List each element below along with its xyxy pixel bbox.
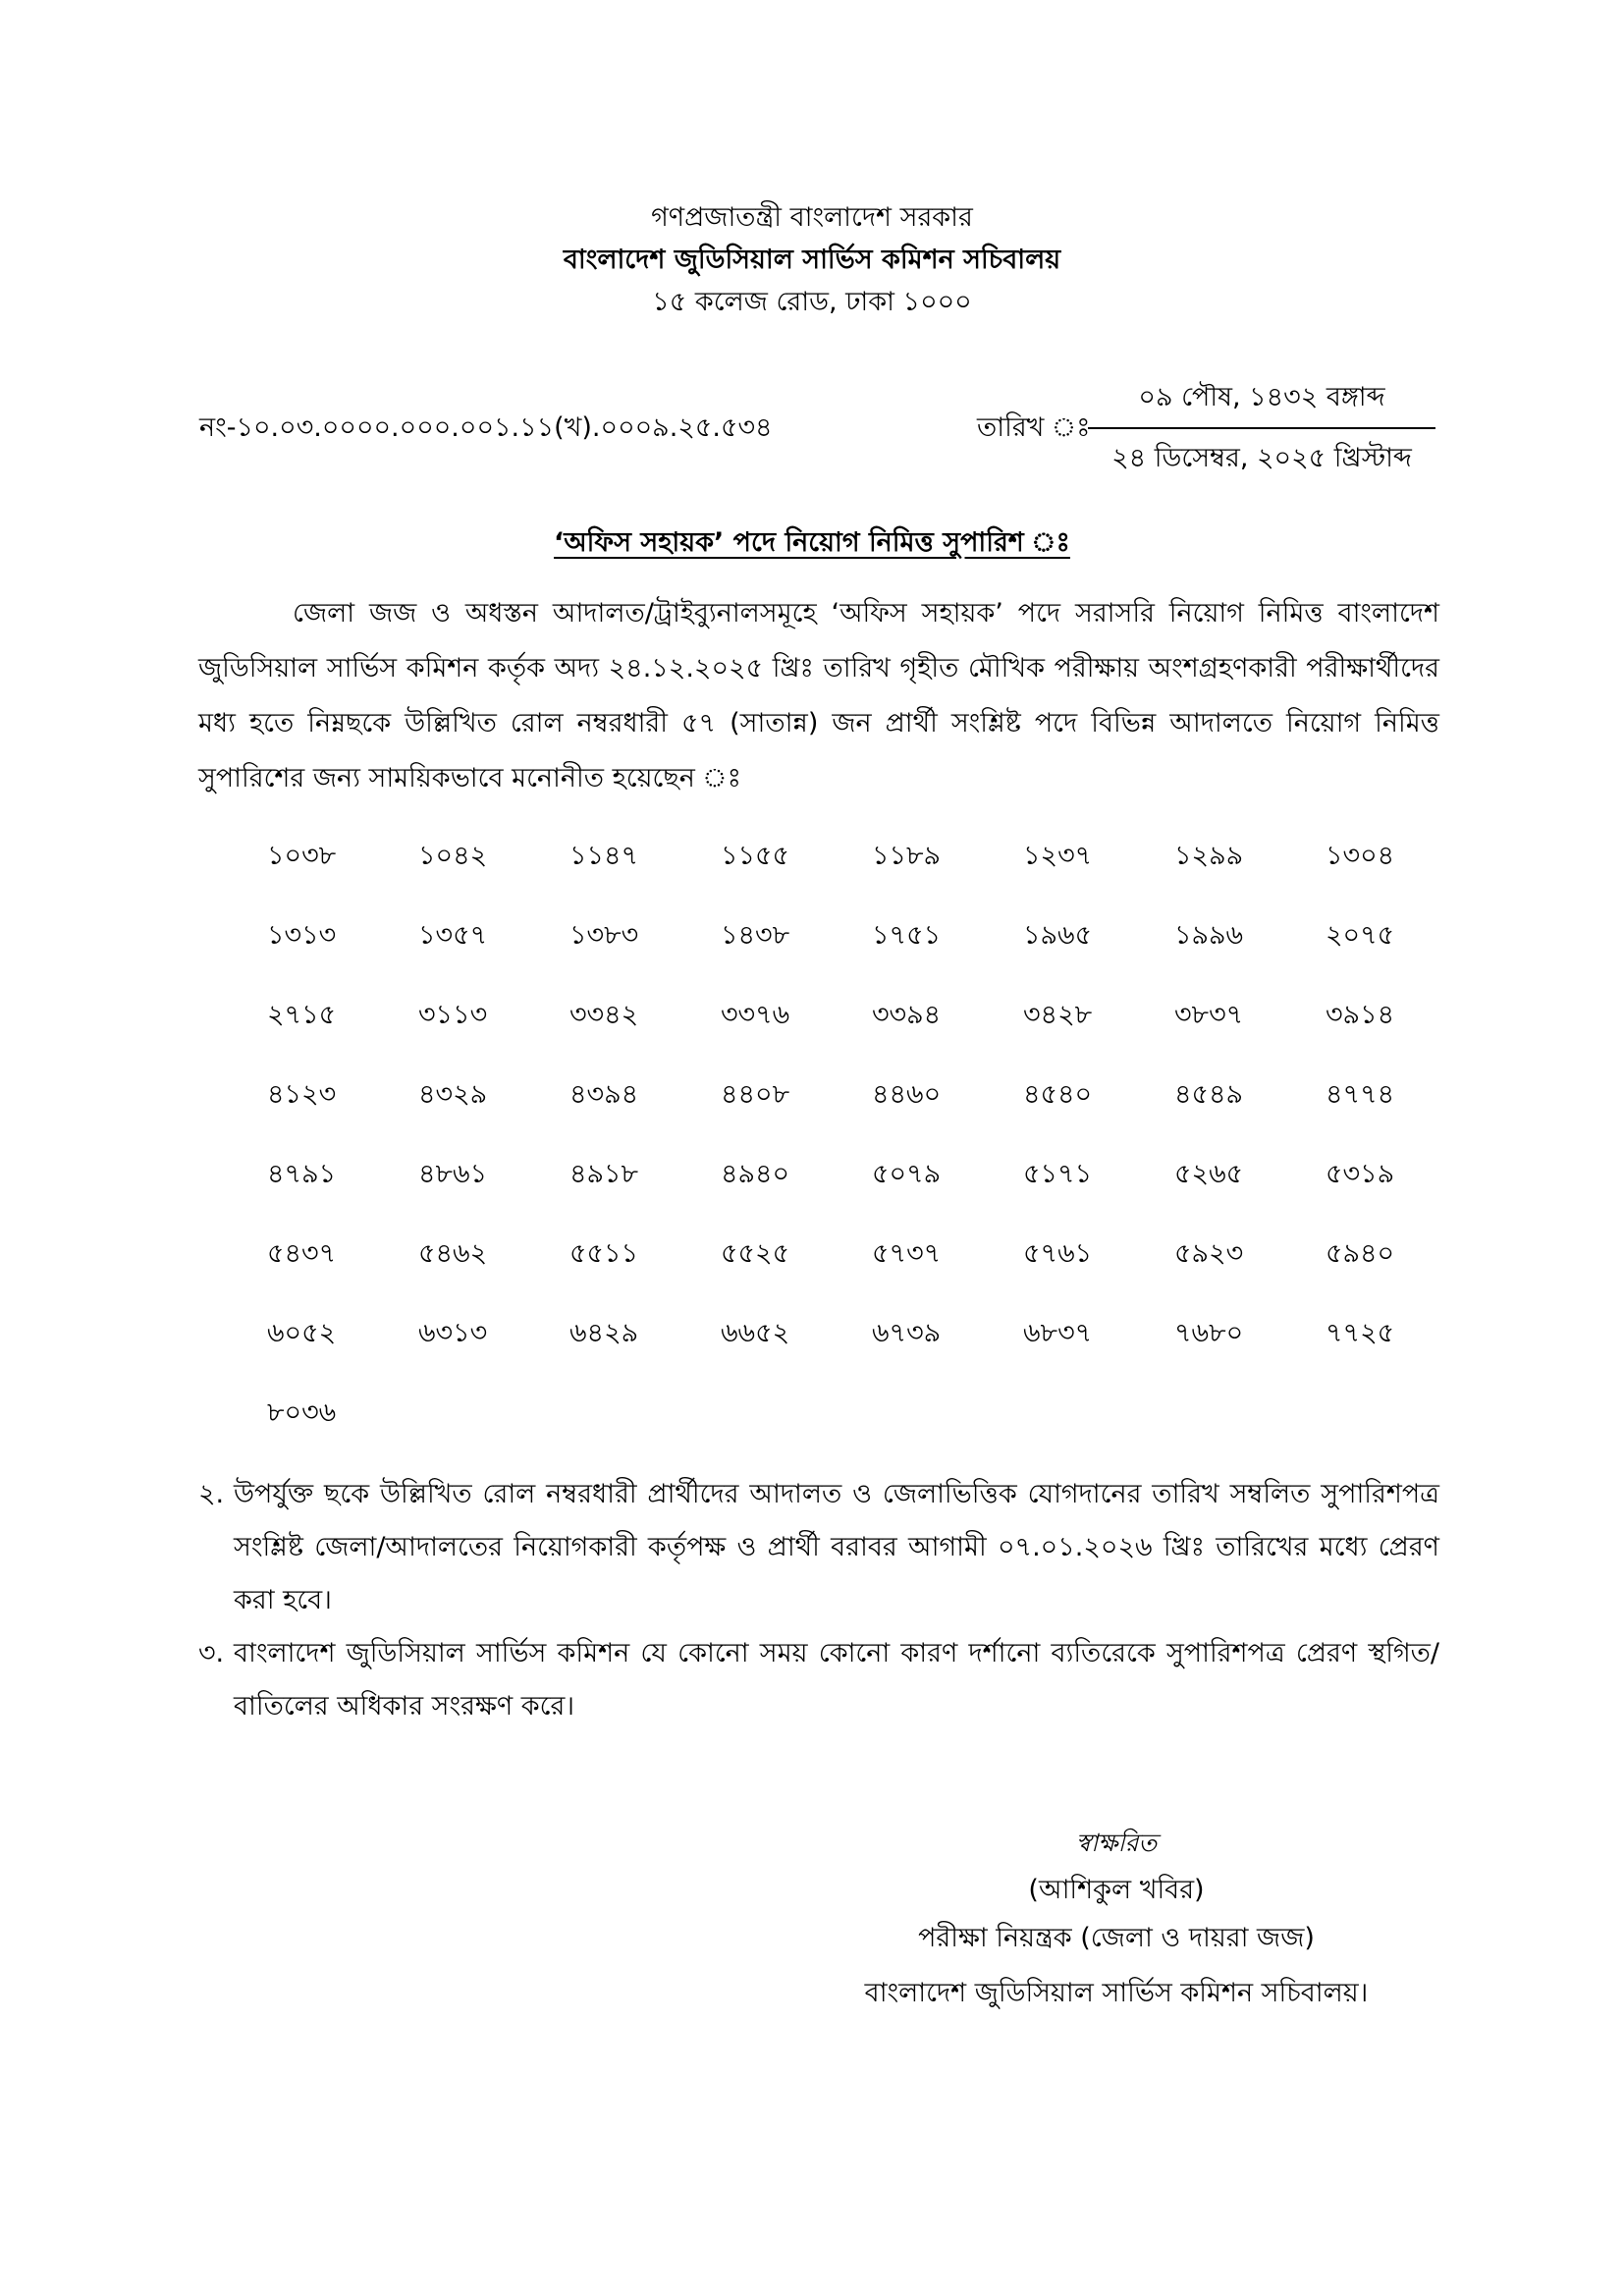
point-number: ৩. xyxy=(198,1638,225,1668)
point-3 xyxy=(198,1627,1439,1733)
body-paragraph: জেলা জজ ও অধস্তন আদালত/ট্রাইব্যুনালসমূহে ‘অফিস সহায়ক’ পদে সরাসরি নিয়োগ নিমিত্ত বাংলাদেশ জুডিসিয়াল সার্ভিস কমিশন কর্তৃক অদ্য ২৪.১২.২০২৫ খ্রিঃ তারিখ গৃহীত মৌখিক পরীক্ষায় অংশগ্রহণকারী পরীক্ষার্থীদের মধ্য হতে নিম্নছকে উল্লিখিত রোল নম্বরধারী ৫৭ (সাতান্ন) জন প্রার্থী সংশ্লিষ্ট পদে বিভিন্ন আদালতে নিয়োগ নিমিত্ত সুপারিশের জন্য সাময়িকভাবে মনোনীত হয়েছেন ঃ xyxy=(198,598,1439,793)
roll-number: ৪৮৬১ xyxy=(418,1159,488,1189)
roll-number: ১৩১৩ xyxy=(267,920,337,951)
subject-text: ‘অফিস সহায়ক’ পদে নিয়োগ নিমিত্ত সুপারিশ ঃ xyxy=(554,527,1070,558)
roll-number: ১৯৬৫ xyxy=(1023,920,1093,951)
roll-number: ৪৩২৯ xyxy=(418,1079,488,1110)
roll-number: ৬৭৩৯ xyxy=(872,1318,942,1348)
roll-number: ১৯৯৬ xyxy=(1174,920,1244,951)
roll-row xyxy=(267,975,1477,1055)
signatory-designation: পরীক্ষা নিয়ন্ত্রক (জেলা ও দায়রা জজ) xyxy=(918,1923,1315,1953)
roll-number: ৫৪৬২ xyxy=(418,1238,488,1269)
roll-number: ৪১২৩ xyxy=(267,1079,337,1110)
roll-number: ৫৭৩৭ xyxy=(872,1238,942,1269)
roll-number: ১২৯৯ xyxy=(1174,841,1244,871)
roll-number: ১১৪৭ xyxy=(569,841,639,871)
roll-number: ৪৩৯৪ xyxy=(569,1079,639,1110)
memo-number: নং-১০.০৩.০০০০.০০০.০০১.১১(খ).০০০৯.২৫.৫৩৪ xyxy=(199,412,773,443)
signatory-name: (আশিকুল খবির) xyxy=(1028,1875,1205,1905)
point-text: উপর্যুক্ত ছকে উল্লিখিত রোল নম্বরধারী প্রার্থীদের আদালত ও জেলাভিত্তিক যোগদানের তারিখ সম্বলিত সুপারিশপত্র সংশ্লিষ্ট জেলা/আদালতের নিয়োগকারী কর্তৃপক্ষ ও প্রার্থী বরাবর আগামী ০৭.০১.২০২৬ খ্রিঃ তারিখের মধ্যে প্রেরণ করা হবে। xyxy=(234,1479,1439,1615)
roll-number: ৪৭৭৪ xyxy=(1326,1079,1395,1110)
date-bangla: ০৯ পৌষ, ১৪৩২ বঙ্গাব্দ xyxy=(1138,382,1385,412)
roll-number: ৩৪২৮ xyxy=(1023,1000,1093,1030)
roll-number: ৫৫২৫ xyxy=(721,1238,790,1269)
roll-number: ১৩০৪ xyxy=(1326,841,1395,871)
roll-row xyxy=(267,816,1477,896)
roll-number: ৩৯১৪ xyxy=(1326,1000,1395,1030)
roll-number: ৩৩৯৪ xyxy=(872,1000,942,1030)
roll-number: ৬৮৩৭ xyxy=(1023,1318,1093,1348)
subject-heading xyxy=(0,523,1624,563)
roll-number: ৫৭৬১ xyxy=(1023,1238,1093,1269)
roll-number: ৬৩১৩ xyxy=(418,1318,488,1348)
roll-number: ৩৮৩৭ xyxy=(1174,1000,1244,1030)
roll-number: ১৪৩৮ xyxy=(721,920,790,951)
roll-number: ১৭৫১ xyxy=(872,920,942,951)
roll-row xyxy=(267,1055,1477,1134)
roll-number: ৫৩১৯ xyxy=(1326,1159,1395,1189)
roll-number: ৮০৩৬ xyxy=(267,1397,337,1428)
date-gregorian: ২৪ ডিসেম্বর, ২০২৫ খ্রিস্টাব্দ xyxy=(1111,443,1412,473)
roll-row xyxy=(267,896,1477,975)
point-number: ২. xyxy=(198,1479,225,1509)
roll-number: ৩৩৪২ xyxy=(569,1000,639,1030)
roll-number: ৪৭৯১ xyxy=(267,1159,337,1189)
roll-number: ৫৫১১ xyxy=(569,1238,639,1269)
roll-number: ১২৩৭ xyxy=(1023,841,1093,871)
roll-number: ১১৮৯ xyxy=(872,841,942,871)
roll-number: ৫১৭১ xyxy=(1023,1159,1093,1189)
roll-row xyxy=(267,1134,1477,1214)
roll-number: ৩৩৭৬ xyxy=(721,1000,790,1030)
signed-mark: স্বাক্ষরিত xyxy=(1075,1829,1158,1857)
signatory-office: বাংলাদেশ জুডিসিয়াল সার্ভিস কমিশন সচিবালয়। xyxy=(864,1978,1369,2008)
roll-number: ১৩৮৩ xyxy=(569,920,639,951)
roll-number: ১৩৫৭ xyxy=(418,920,488,951)
roll-row xyxy=(267,1293,1477,1373)
office-address: ১৫ কলেজ রোড, ঢাকা ১০০০ xyxy=(652,287,972,317)
numbered-points xyxy=(198,1468,1439,1733)
roll-number: ৪৯৪০ xyxy=(721,1159,790,1189)
date-divider xyxy=(1088,427,1435,429)
roll-number: ৭৬৮০ xyxy=(1174,1318,1244,1348)
letterhead xyxy=(0,196,1624,323)
roll-row xyxy=(267,1214,1477,1293)
roll-number: ৬৬৫২ xyxy=(721,1318,790,1348)
roll-number: ৫০৭৯ xyxy=(872,1159,942,1189)
roll-number: ৪৫৪৯ xyxy=(1174,1079,1244,1110)
point-text: বাংলাদেশ জুডিসিয়াল সার্ভিস কমিশন যে কোনো সময় কোনো কারণ দর্শানো ব্যতিরেকে সুপারিশপত্র প্রেরণ স্থগিত/বাতিলের অধিকার সংরক্ষণ করে। xyxy=(234,1638,1439,1722)
roll-number: ১০৩৮ xyxy=(267,841,337,871)
roll-number: ১১৫৫ xyxy=(721,841,790,871)
roll-number: ৪৫৪০ xyxy=(1023,1079,1093,1110)
roll-number: ২০৭৫ xyxy=(1326,920,1395,951)
roll-number-grid xyxy=(267,816,1477,1452)
government-line: গণপ্রজাতন্ত্রী বাংলাদেশ সরকার xyxy=(651,202,973,233)
point-2 xyxy=(198,1468,1439,1627)
office-name: বাংলাদেশ জুডিসিয়াল সার্ভিস কমিশন সচিবালয় xyxy=(563,245,1061,275)
roll-number: ৪৪০৮ xyxy=(721,1079,790,1110)
roll-number: ৪৯১৮ xyxy=(569,1159,639,1189)
roll-number: ২৭১৫ xyxy=(267,1000,337,1030)
roll-number: ৪৪৬০ xyxy=(872,1079,942,1110)
roll-number: ৬০৫২ xyxy=(267,1318,337,1348)
roll-number: ৫৪৩৭ xyxy=(267,1238,337,1269)
roll-number: ৩১১৩ xyxy=(418,1000,488,1030)
roll-number: ৫৯২৩ xyxy=(1174,1238,1244,1269)
roll-number: ১০৪২ xyxy=(418,841,488,871)
roll-number: ৭৭২৫ xyxy=(1326,1318,1395,1348)
roll-number: ৫২৬৫ xyxy=(1174,1159,1244,1189)
date-label: তারিখ ঃ xyxy=(977,412,1091,443)
roll-number: ৬৪২৯ xyxy=(569,1318,639,1348)
roll-number: ৫৯৪০ xyxy=(1326,1238,1395,1269)
roll-row xyxy=(267,1373,1477,1452)
